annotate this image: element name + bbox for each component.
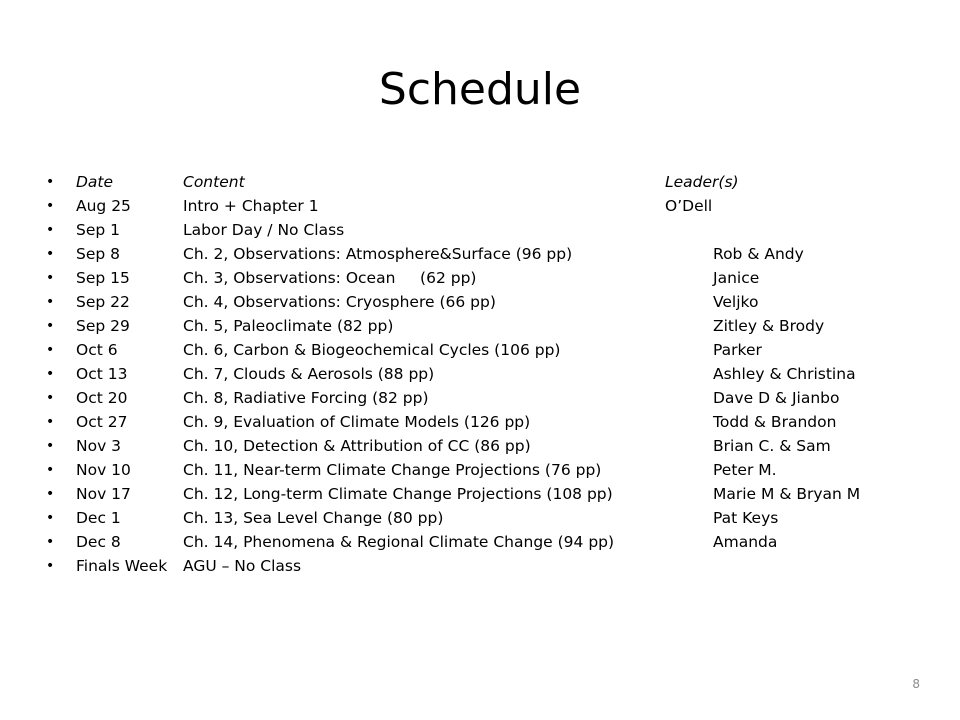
bullet-icon: • (46, 342, 55, 358)
row-date: Oct 20 (76, 389, 128, 407)
row-date: Oct 27 (76, 413, 128, 431)
bullet-icon: • (46, 222, 55, 238)
schedule-row (0, 242, 960, 266)
page-number: 8 (912, 677, 920, 691)
row-date: Nov 17 (76, 485, 131, 503)
bullet-icon: • (46, 558, 55, 574)
header-content: Content (183, 173, 245, 191)
bullet-icon: • (46, 462, 55, 478)
schedule-row (0, 362, 960, 386)
schedule-list (0, 170, 960, 578)
row-content: Ch. 3, Observations: Ocean (62 pp) (183, 269, 477, 287)
row-date: Sep 15 (76, 269, 130, 287)
row-leader: Peter M. (713, 461, 777, 479)
schedule-row (0, 458, 960, 482)
row-content: Ch. 6, Carbon & Biogeochemical Cycles (106 pp) (183, 341, 561, 359)
row-date: Oct 6 (76, 341, 118, 359)
row-date: Oct 13 (76, 365, 128, 383)
bullet-icon: • (46, 438, 55, 454)
bullet-icon: • (46, 174, 55, 190)
row-content: Ch. 13, Sea Level Change (80 pp) (183, 509, 444, 527)
header-leader: Leader(s) (665, 173, 739, 191)
schedule-row (0, 314, 960, 338)
schedule-row (0, 218, 960, 242)
row-leader: Veljko (713, 293, 759, 311)
row-date: Nov 3 (76, 437, 122, 455)
row-content: Ch. 12, Long-term Climate Change Projections (108 pp) (183, 485, 613, 503)
row-content: Ch. 8, Radiative Forcing (82 pp) (183, 389, 429, 407)
row-content: Ch. 10, Detection & Attribution of CC (86 pp) (183, 437, 531, 455)
row-date: Finals Week (76, 557, 168, 575)
schedule-row (0, 434, 960, 458)
row-date: Dec 8 (76, 533, 121, 551)
bullet-icon: • (46, 414, 55, 430)
row-leader: Zitley & Brody (713, 317, 825, 335)
schedule-row (0, 410, 960, 434)
row-leader: Janice (713, 269, 760, 287)
schedule-row (0, 506, 960, 530)
row-date: Sep 1 (76, 221, 121, 239)
row-leader: Todd & Brandon (713, 413, 837, 431)
row-content: Ch. 5, Paleoclimate (82 pp) (183, 317, 394, 335)
row-leader: Brian C. & Sam (713, 437, 831, 455)
bullet-icon: • (46, 294, 55, 310)
row-date: Sep 22 (76, 293, 130, 311)
bullet-icon: • (46, 510, 55, 526)
bullet-icon: • (46, 534, 55, 550)
schedule-row (0, 554, 960, 578)
row-leader: Ashley & Christina (713, 365, 856, 383)
bullet-icon: • (46, 390, 55, 406)
row-date: Sep 8 (76, 245, 121, 263)
row-date: Dec 1 (76, 509, 121, 527)
bullet-icon: • (46, 270, 55, 286)
bullet-icon: • (46, 246, 55, 262)
bullet-icon: • (46, 318, 55, 334)
row-date: Sep 29 (76, 317, 130, 335)
row-leader: Pat Keys (713, 509, 779, 527)
row-leader: O’Dell (665, 197, 713, 215)
header-date: Date (76, 173, 114, 191)
row-leader: Dave D & Jianbo (713, 389, 840, 407)
row-content: Ch. 14, Phenomena & Regional Climate Change (94 pp) (183, 533, 615, 551)
row-content: Intro + Chapter 1 (183, 197, 319, 215)
row-leader: Parker (713, 341, 762, 359)
schedule-row (0, 290, 960, 314)
bullet-icon: • (46, 486, 55, 502)
row-content: Ch. 2, Observations: Atmosphere&Surface (96 pp) (183, 245, 573, 263)
schedule-row (0, 482, 960, 506)
row-leader: Rob & Andy (713, 245, 804, 263)
slide-title: Schedule (378, 64, 582, 115)
row-date: Aug 25 (76, 197, 131, 215)
schedule-row (0, 386, 960, 410)
row-content: Ch. 11, Near-term Climate Change Projections (76 pp) (183, 461, 602, 479)
row-date: Nov 10 (76, 461, 131, 479)
bullet-icon: • (46, 366, 55, 382)
schedule-row (0, 194, 960, 218)
bullet-icon: • (46, 198, 55, 214)
row-content: Ch. 7, Clouds & Aerosols (88 pp) (183, 365, 435, 383)
schedule-header-row (0, 170, 960, 194)
schedule-row (0, 338, 960, 362)
row-content: AGU – No Class (183, 557, 302, 575)
schedule-row (0, 266, 960, 290)
row-content: Labor Day / No Class (183, 221, 345, 239)
row-content: Ch. 9, Evaluation of Climate Models (126 pp) (183, 413, 531, 431)
row-leader: Marie M & Bryan M (713, 485, 861, 503)
schedule-row (0, 530, 960, 554)
row-content: Ch. 4, Observations: Cryosphere (66 pp) (183, 293, 496, 311)
row-leader: Amanda (713, 533, 778, 551)
